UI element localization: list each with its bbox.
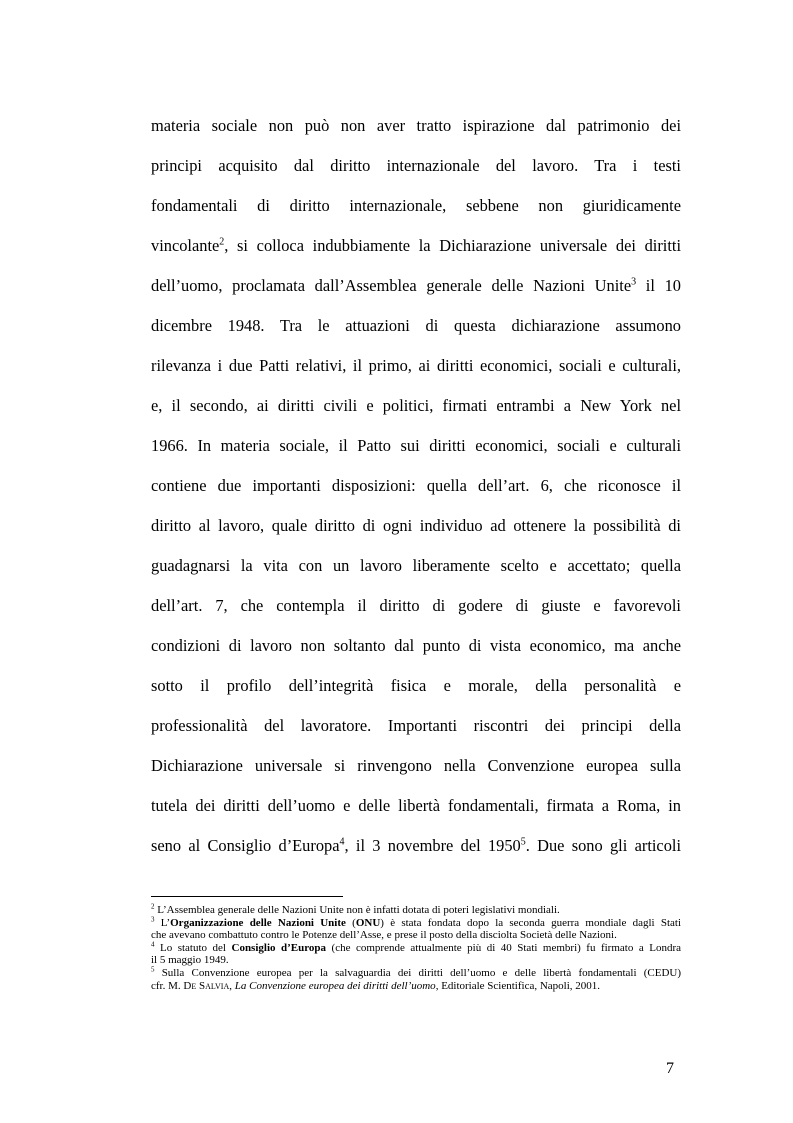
footnote-3-cont: che avevano combattuto contro le Potenze dell’Asse, e prese il posto della disciolta Società delle Nazioni.: [151, 929, 617, 942]
text-line: sotto il profilo dell’integrità fisica e morale, della personalità e: [151, 676, 681, 695]
text-line: tutela dei diritti dell’uomo e delle libertà fondamentali, firmata a Roma, in: [151, 796, 681, 815]
footnote-3: [151, 914, 682, 930]
text-line: guadagnarsi la vita con un lavoro liberamente scelto e accettato; quella: [151, 556, 681, 575]
footnote-text: (che comprende attualmente più di 40 Stati membri) fu firmato a Londra: [326, 941, 681, 954]
footnote-text: , Editoriale Scientifica, Napoli, 2001.: [435, 979, 601, 992]
text-line: [151, 270, 681, 310]
footnote-4-cont: il 5 maggio 1949.: [151, 954, 229, 967]
footnote-number: 3: [151, 914, 155, 923]
footnote-title: La Convenzione europea dei diritti dell’uomo: [234, 979, 436, 992]
text-line: dicembre 1948. Tra le attuazioni di questa dichiarazione assumono: [151, 316, 681, 335]
footnote-text: ,: [229, 979, 235, 992]
text-run: vincolante: [151, 236, 220, 255]
footnote-number: 5: [151, 965, 155, 974]
footnote-number: 4: [151, 940, 155, 949]
text-line: professionalità del lavoratore. Importanti riscontri dei principi della: [151, 716, 681, 735]
footnote-bold: ONU: [355, 916, 381, 929]
footnote-author: De Salvia: [183, 979, 230, 992]
footnote-number: 2: [151, 902, 155, 911]
text-run: , si colloca indubbiamente la Dichiarazione universale dei diritti: [224, 236, 681, 255]
footnote-text: (: [345, 916, 356, 929]
text-line: [151, 230, 681, 270]
footnote-separator: [151, 896, 343, 897]
footnote-2: [151, 904, 681, 917]
text-line: rilevanza i due Patti relativi, il primo, ai diritti economici, sociali e culturali,: [151, 356, 681, 375]
text-line: diritto al lavoro, quale diritto di ogni individuo ad ottenere la possibilità di: [151, 516, 681, 535]
text-line: [151, 830, 681, 870]
footnote-text: cfr. M.: [151, 979, 184, 992]
text-line: Dichiarazione universale si rinvengono nella Convenzione europea sulla: [151, 756, 681, 775]
footnote-5-cont: [151, 980, 681, 993]
footnote-text: Lo statuto del: [154, 941, 232, 954]
text-line: contiene due importanti disposizioni: quella dell’art. 6, che riconosce il: [151, 476, 681, 495]
footnote-ref[interactable]: 4: [339, 836, 345, 848]
text-run: seno al Consiglio d’Europa: [151, 836, 340, 855]
text-line: fondamentali di diritto internazionale, sebbene non giuridicamente: [151, 196, 681, 215]
text-line: dell’art. 7, che contempla il diritto di godere di giuste e favorevoli: [151, 596, 681, 615]
text-run: dell’uomo, proclamata dall’Assemblea generale delle Nazioni Unite: [151, 276, 632, 295]
footnote-ref[interactable]: 5: [520, 836, 526, 848]
footnote-text: Sulla Convenzione europea per la salvaguardia dei diritti dell’uomo e delle libertà fondamentali (CEDU): [154, 966, 681, 979]
text-line: principi acquisito dal diritto internazionale del lavoro. Tra i testi: [151, 156, 681, 175]
text-run: , il 3 novembre del 1950: [344, 836, 521, 855]
footnote-bold: Consiglio d’Europa: [231, 941, 327, 954]
footnote-text: L’Assemblea generale delle Nazioni Unite non è infatti dotata di poteri legislativi mondiali.: [154, 904, 560, 916]
footnotes: [151, 904, 681, 992]
body-text: [151, 110, 681, 870]
footnote-text: ) è stata fondata dopo la seconda guerra mondiale dagli Stati: [380, 916, 682, 929]
footnote-ref[interactable]: 2: [219, 236, 225, 248]
page-number: 7: [666, 1060, 674, 1077]
footnote-ref[interactable]: 3: [631, 276, 637, 288]
text-line: e, il secondo, ai diritti civili e politici, firmati entrambi a New York nel: [151, 396, 681, 415]
text-line: 1966. In materia sociale, il Patto sui diritti economici, sociali e culturali: [151, 436, 681, 455]
footnote-4: [151, 942, 681, 955]
text-run: il 10: [636, 276, 681, 295]
text-run: . Due sono gli articoli: [525, 836, 682, 855]
text-line: condizioni di lavoro non soltanto dal punto di vista economico, ma anche: [151, 636, 681, 655]
text-line: materia sociale non può non aver tratto ispirazione dal patrimonio dei: [151, 116, 681, 135]
footnote-5: [151, 967, 681, 980]
footnote-text: L’: [154, 916, 171, 929]
footnote-bold: Organizzazione delle Nazioni Unite: [170, 916, 346, 929]
